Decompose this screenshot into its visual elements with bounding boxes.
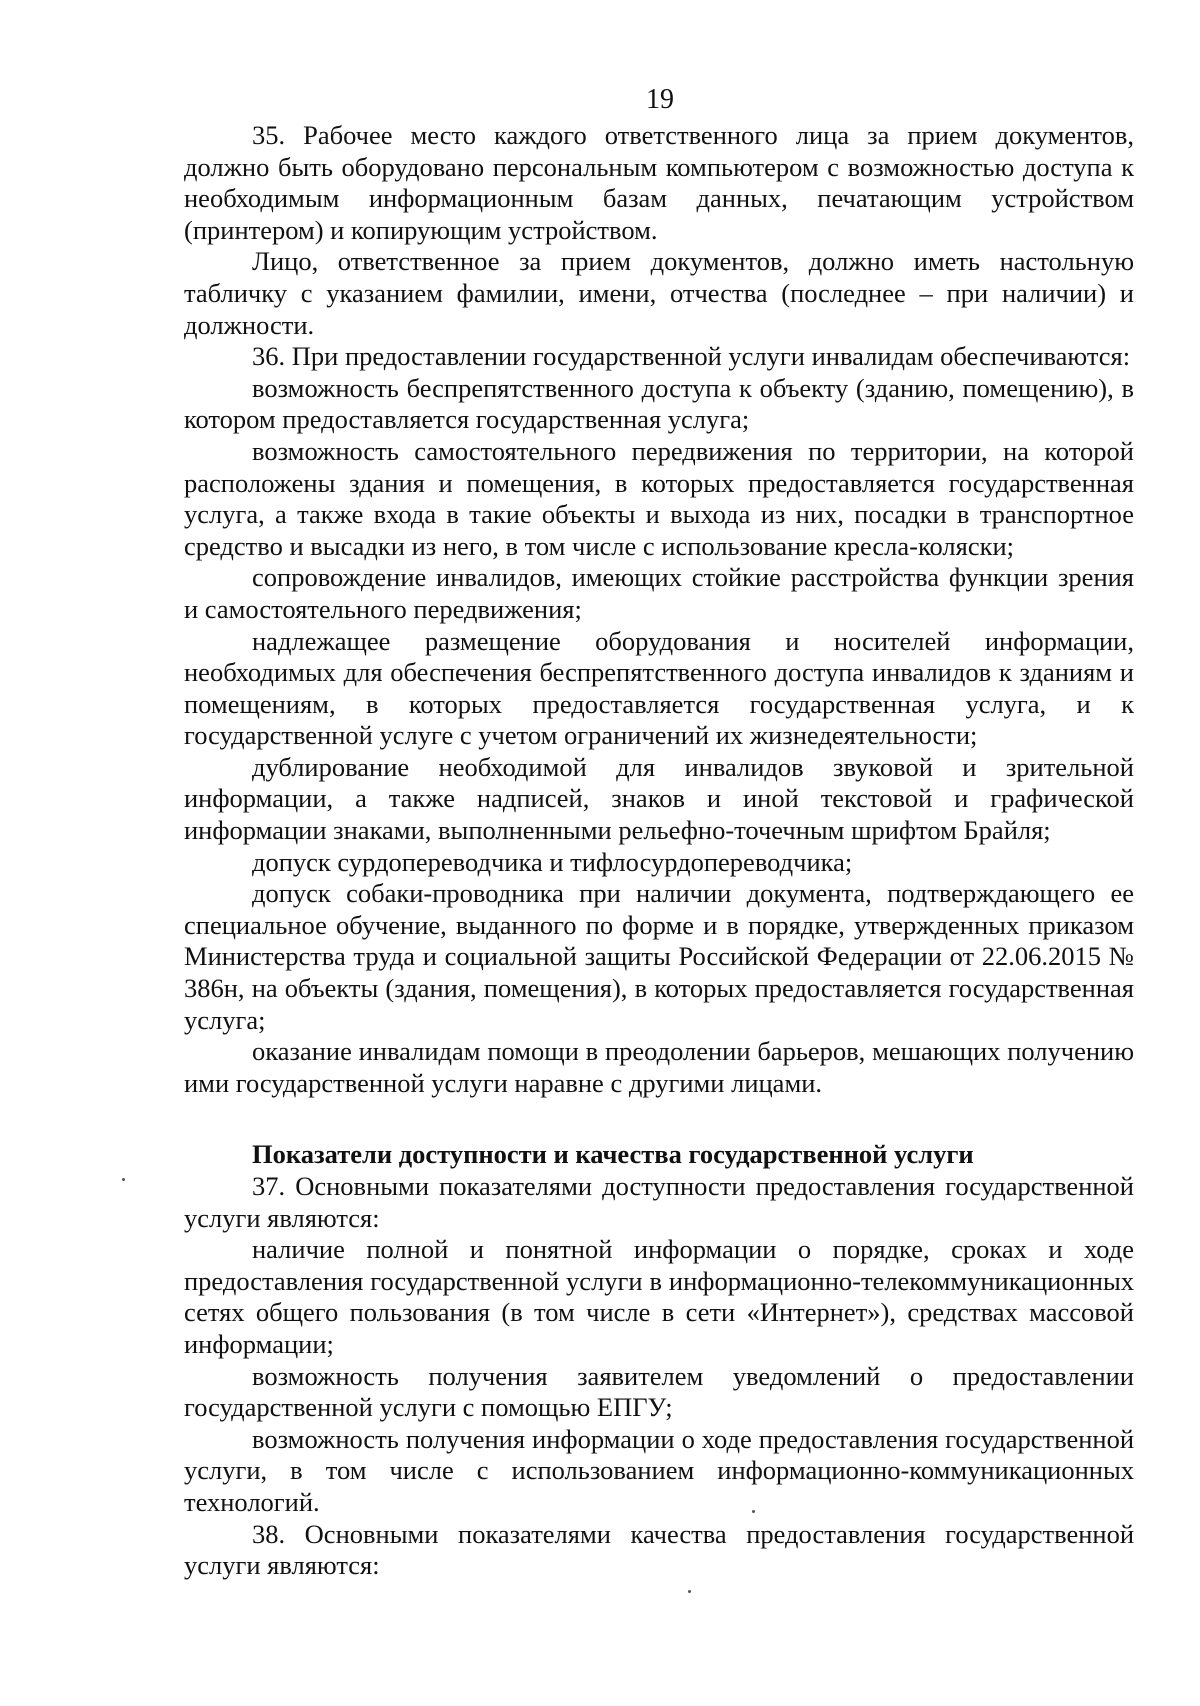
list-item-equipment-placement: надлежащее размещение оборудования и носителей информации, необходимых для обеспечения беспрепятственного доступа инвалидов к зданиям и помещениям, в которых предоставляется государственная услуга, и к государственной услуге с учетом ограничений их жизнедеятельности; bbox=[184, 625, 1134, 751]
list-item-access-to-object: возможность беспрепятственного доступа к объекту (зданию, помещению), в котором предоставляется государственная услуга; bbox=[184, 372, 1134, 435]
list-item-epgu-notifications: возможность получения заявителем уведомлений о предоставлении государственной услуги с помощью ЕПГУ; bbox=[184, 1360, 1134, 1423]
scan-speck bbox=[752, 1510, 755, 1513]
paragraph-35: 35. Рабочее место каждого ответственного лица за прием документов, должно быть оборудовано персональным компьютером с возможностью доступа к необходимым информационным базам данных, печатающим устройством (принтером) и копирующим устройством. bbox=[184, 120, 1134, 245]
list-item-independent-movement: возможность самостоятельного передвижения по территории, на которой расположены здания и помещения, в которых предоставляется государственная услуга, а также входа в такие объекты и выхода из них, посадки в транспортное средство и высадки из него, в том числе с использование кресла-коляски; bbox=[184, 435, 1134, 561]
paragraph-responsible-person-sign: Лицо, ответственное за прием документов, должно иметь настольную табличку с указанием фамилии, имени, отчества (последнее – при наличии) и должности. bbox=[184, 246, 1134, 340]
scan-speck bbox=[688, 1590, 691, 1593]
paragraph-36: 36. При предоставлении государственной услуги инвалидам обеспечиваются: bbox=[252, 341, 1131, 372]
section-heading: Показатели доступности и качества государственной услуги bbox=[252, 1139, 974, 1170]
list-item-barrier-assistance: оказание инвалидам помощи в преодолении барьеров, мешающих получению ими государственной услуги наравне с другими лицами. bbox=[184, 1036, 1134, 1098]
paragraph-38: 38. Основными показателями качества предоставления государственной услуги являются: bbox=[184, 1518, 1134, 1581]
document-body bbox=[184, 120, 1134, 1582]
list-item-sign-interpreter: допуск сурдопереводчика и тифлосурдопереводчика; bbox=[252, 846, 853, 877]
page-number: 19 bbox=[646, 84, 674, 115]
list-item-braille-duplication: дублирование необходимой для инвалидов звуковой и зрительной информации, а также надписей, знаков и иной текстовой и графической информации знаками, выполненными рельефно-точечным шрифтом Брайля; bbox=[184, 751, 1134, 846]
list-item-accompaniment: сопровождение инвалидов, имеющих стойкие расстройства функции зрения и самостоятельного передвижения; bbox=[184, 562, 1134, 624]
list-item-progress-information: возможность получения информации о ходе предоставления государственной услуги, в том числе с использованием информационно-коммуникационных технологий. bbox=[184, 1423, 1134, 1517]
paragraph-37: 37. Основными показателями доступности предоставления государственной услуги являются: bbox=[184, 1171, 1134, 1233]
scan-speck bbox=[122, 1178, 125, 1181]
list-item-guide-dog: допуск собаки-проводника при наличии документа, подтверждающего ее специальное обучение, выданного по форме и в порядке, утвержденных приказом Министерства труда и социальной защиты Российской Федерации от 22.06.2015 № 386н, на объекты (здания, помещения), в которых предоставляется государственная услуга; bbox=[184, 878, 1134, 1035]
list-item-full-information: наличие полной и понятной информации о порядке, сроках и ходе предоставления государственной услуги в информационно-телекоммуникационных сетях общего пользования (в том числе в сети «Интернет»), средствах массовой информации; bbox=[184, 1234, 1134, 1359]
